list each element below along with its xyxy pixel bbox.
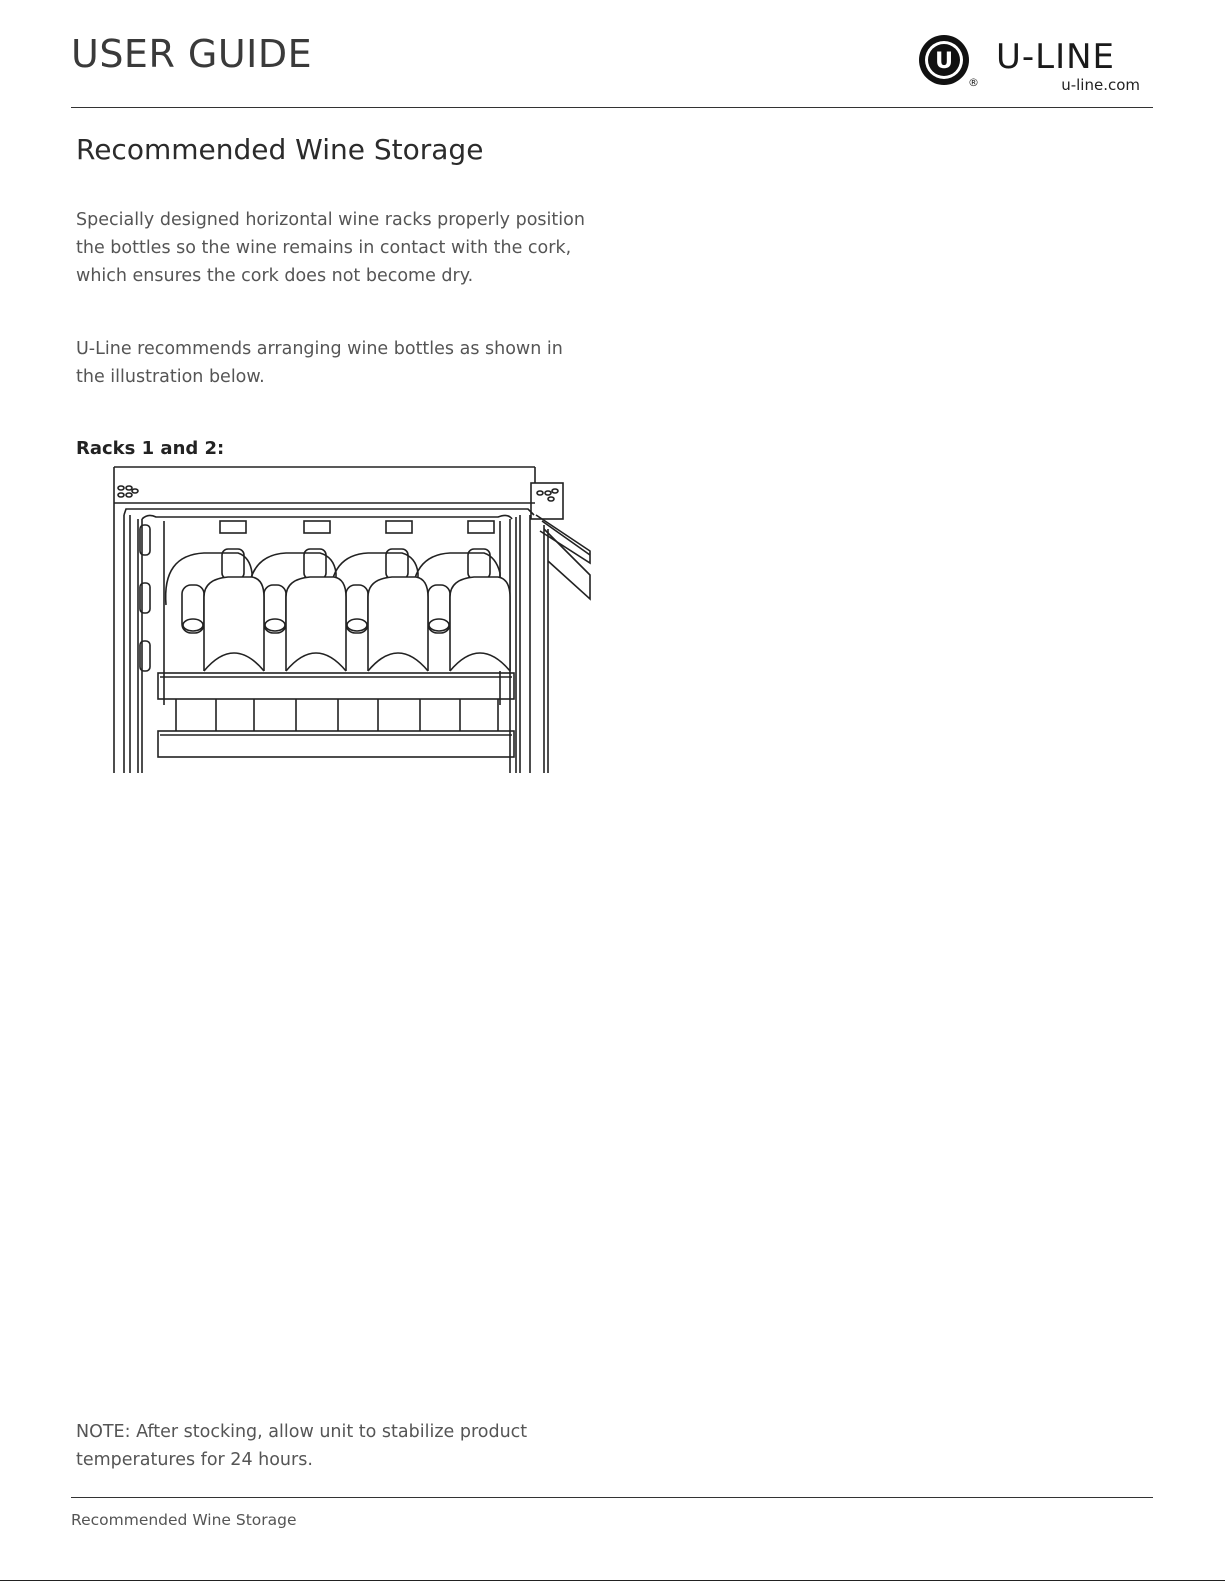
wine-rack-illustration — [108, 465, 598, 781]
footer-section-label: Recommended Wine Storage — [71, 1511, 297, 1529]
footer-divider — [71, 1497, 1153, 1498]
page-bottom-edge — [0, 1580, 1225, 1581]
front-row-bottles — [204, 577, 510, 671]
registered-mark: ® — [968, 76, 979, 89]
racks-subheading: Racks 1 and 2: — [76, 438, 225, 459]
page-header-title: USER GUIDE — [71, 32, 313, 76]
section-title: Recommended Wine Storage — [76, 133, 484, 166]
header-divider — [71, 107, 1153, 108]
control-buttons-icon — [118, 486, 138, 497]
inner-frame-top — [124, 509, 534, 515]
stocking-note: NOTE: After stocking, allow unit to stabilize product temperatures for 24 hours. — [76, 1422, 528, 1470]
u-line-logo-icon — [918, 34, 970, 86]
rack-shelf-rail — [158, 673, 514, 757]
logo-url: u-line.com — [1061, 76, 1140, 94]
logo-wordmark: U-LINE — [996, 37, 1116, 77]
logo-mark-letter: U — [935, 49, 953, 74]
recommendation-paragraph: U-Line recommends arranging wine bottles as shown in the illustration below. — [76, 339, 563, 387]
intro-paragraph: Specially designed horizontal wine racks properly position the bottles so the wine remains in contact with the cork, which ensures the cork does not become dry. — [76, 210, 585, 286]
hinge-panel-icon — [531, 467, 563, 519]
brand-logo — [918, 34, 1150, 94]
